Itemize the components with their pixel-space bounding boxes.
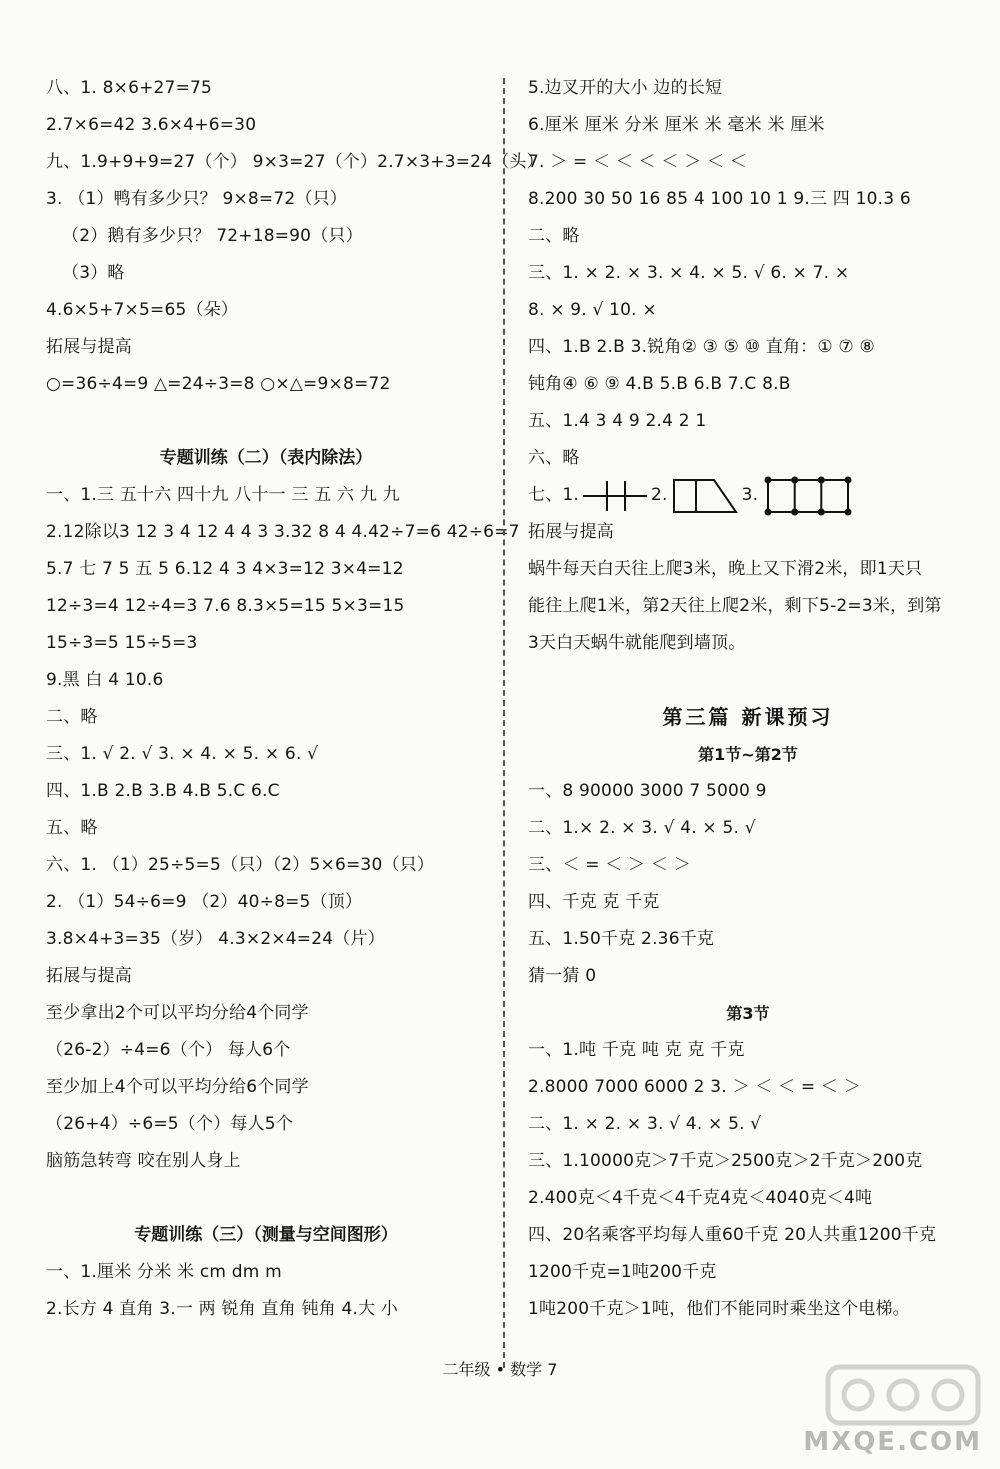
answer-line: 五、略: [46, 818, 98, 838]
answer-line: 8.200 30 50 16 85 4 100 10 1 9.三 四 10.3 6: [528, 189, 911, 209]
answer-line: 八、1. 8×6+27=75: [46, 78, 213, 98]
subheading-extension: 拓展与提高: [46, 337, 132, 357]
answer-line: 2. （1）54÷6=9 （2）40÷8=5（顶）: [46, 892, 363, 912]
answer-line: 一、8 90000 3000 7 5000 9: [528, 781, 767, 801]
figure-label-3: 3.: [741, 485, 759, 505]
answer-line: 2.400克＜4千克＜4千克4克＜4040克＜4吨: [528, 1188, 873, 1208]
subheading-extension: 拓展与提高: [528, 522, 614, 542]
answer-line: 二、1. × 2. × 3. √ 4. × 5. √: [528, 1114, 762, 1134]
figure-label-2: 2.: [651, 485, 668, 505]
section-subtitle-1-2: 第1节~第2节: [698, 745, 798, 764]
answer-line: 猜一猜 0: [528, 966, 597, 986]
section-subtitle-3: 第3节: [726, 1004, 770, 1023]
answer-line: 三、＜ = ＜ ＞ ＜ ＞: [528, 855, 691, 875]
answer-line: 二、略: [528, 226, 580, 246]
answer-line: 2.8000 7000 6000 2 3. ＞ ＜ ＜ = ＜ ＞: [528, 1077, 861, 1097]
section-title-division: 专题训练（二）（表内除法）: [159, 448, 373, 468]
answer-line: 2.7×6=42 3.6×4+6=30: [46, 115, 257, 135]
crossing-lines-figure: [583, 479, 647, 513]
left-column: [46, 70, 544, 1328]
page-footer: 二年级 • 数学 7: [442, 1360, 558, 1379]
answer-line: 9.黑 白 4 10.6: [46, 670, 164, 690]
answer-line: 2.长方 4 直角 3.一 两 锐角 直角 钝角 4.大 小: [46, 1299, 399, 1319]
section-title-measurement: 专题训练（三）（测量与空间图形）: [134, 1225, 398, 1245]
right-column: [528, 70, 968, 1328]
answer-line: 四、1.B 2.B 3.B 4.B 5.C 6.C: [46, 781, 280, 801]
answer-line: 3.8×4+3=35（岁） 4.3×2×4=24（片）: [46, 929, 385, 949]
answer-line: 15÷3=5 15÷5=3: [46, 633, 198, 653]
answer-line: 一、1.三 五十六 四十九 八十一 三 五 六 九 九: [46, 485, 400, 505]
answer-line: 四、1.B 2.B 3.锐角② ③ ⑤ ⑩ 直角：① ⑦ ⑧: [528, 337, 875, 357]
answer-line: 五、1.4 3 4 9 2.4 2 1: [528, 411, 707, 431]
answer-line: 六、1. （1）25÷5=5（只）（2）5×6=30（只）: [46, 855, 435, 875]
answer-line: 三、1. √ 2. √ 3. × 4. × 5. × 6. √: [46, 744, 319, 764]
answer-line: 8. × 9. √ 10. ×: [528, 300, 657, 320]
answer-line: 四、千克 克 千克: [528, 892, 660, 912]
answer-line: 2.12除以3 12 3 4 12 4 4 3 3.32 8 4 4.42÷7=6 42÷6=7: [46, 522, 520, 542]
answer-line: 二、1.× 2. × 3. √ 4. × 5. √: [528, 818, 756, 838]
answer-line: 3天白天蜗牛就能爬到墙顶。: [528, 633, 746, 653]
answer-line: （2）鹅有多少只？ 72+18=90（只）: [62, 226, 363, 246]
answer-line: 6.厘米 厘米 分米 厘米 米 毫米 米 厘米: [528, 115, 825, 135]
answer-line: 蜗牛每天白天往上爬3米，晚上又下滑2米，即1天只: [528, 559, 923, 579]
answer-line: 五、1.50千克 2.36千克: [528, 929, 715, 949]
answer-line: 4.6×5+7×5=65（朵）: [46, 300, 239, 320]
answer-line: （3）略: [62, 263, 125, 283]
answer-line: 至少拿出2个可以平均分给4个同学: [46, 1003, 309, 1023]
answer-line: 5.边叉开的大小 边的长短: [528, 78, 723, 98]
dot-grid-figure: [762, 476, 854, 516]
answer-line: （26-2）÷4=6（个） 每人6个: [46, 1040, 291, 1060]
answer-line: 3. （1）鸭有多少只？ 9×8=72（只）: [46, 189, 347, 209]
subheading-extension: 拓展与提高: [46, 966, 132, 986]
answer-line: 1吨200千克＞1吨，他们不能同时乘坐这个电梯。: [528, 1299, 910, 1319]
figure-answer-line: [528, 477, 968, 514]
answer-line: 1200千克=1吨200千克: [528, 1262, 717, 1282]
answer-line: 三、1.10000克＞7千克＞2500克＞2千克＞200克: [528, 1151, 923, 1171]
answer-line: 六、略: [528, 448, 580, 468]
answer-line: 12÷3=4 12÷4=3 7.6 8.3×5=15 5×3=15: [46, 596, 405, 616]
answer-line: 二、略: [46, 707, 98, 727]
column-divider: [503, 78, 505, 1368]
answer-line: 钝角④ ⑥ ⑨ 4.B 5.B 6.B 7.C 8.B: [528, 374, 791, 394]
answer-line: 一、1.厘米 分米 米 cm dm m: [46, 1262, 282, 1282]
answer-line: 脑筋急转弯 咬在别人身上: [46, 1151, 241, 1171]
answer-line: 7. ＞ = ＜ ＜ ＜ ＜ ＞ ＜ ＜: [528, 152, 748, 172]
watermark-text: MXQE.COM: [803, 1427, 982, 1457]
answer-line: 九、1.9+9+9=27（个） 9×3=27（个）2.7×3+3=24（头）: [46, 152, 544, 172]
answer-line: （26+4）÷6=5（个）每人5个: [46, 1114, 294, 1134]
answer-line: 至少加上4个可以平均分给6个同学: [46, 1077, 309, 1097]
answer-line: 一、1.吨 千克 吨 克 克 千克: [528, 1040, 745, 1060]
answer-line: 能往上爬1米，第2天往上爬2米，剩下5-2=3米，到第: [528, 596, 942, 616]
figure-label-1: 七、1.: [528, 485, 580, 505]
chapter-title: 第三篇 新课预习: [662, 705, 834, 729]
trapezoid-figure: [672, 478, 738, 514]
answer-line: 5.7 七 7 5 五 5 6.12 4 3 4×3=12 3×4=12: [46, 559, 404, 579]
answer-line: 四、20名乘客平均每人重60千克 20人共重1200千克: [528, 1225, 937, 1245]
answer-line: 三、1. × 2. × 3. × 4. × 5. √ 6. × 7. ×: [528, 263, 850, 283]
answer-line: ○=36÷4=9 △=24÷3=8 ○×△=9×8=72: [46, 374, 391, 394]
